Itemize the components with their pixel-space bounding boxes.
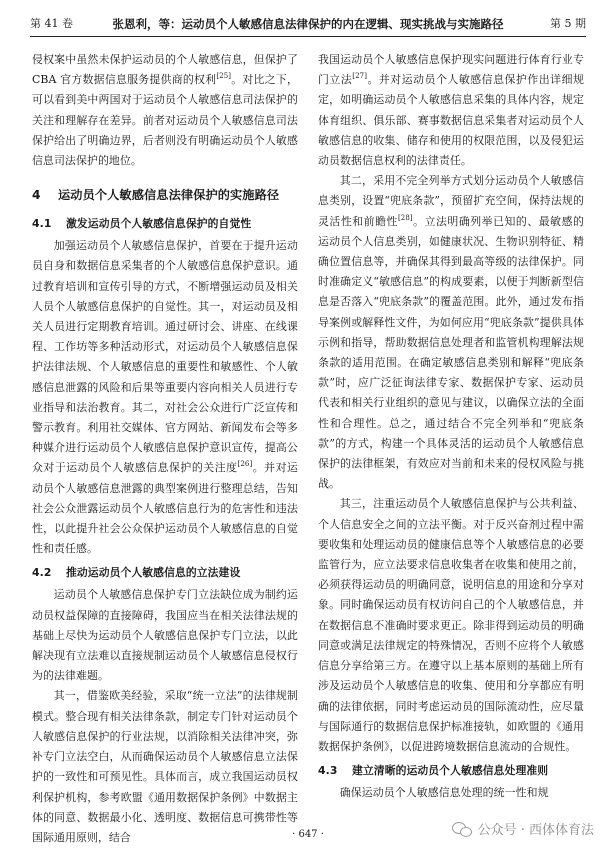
subsection-title: 推动运动员个人敏感信息的立法建设 [66,566,241,580]
subsection-number: 4.3 [318,764,338,778]
section-title: 运动员个人敏感信息法律保护的实施路径 [58,188,280,203]
subsection-heading [318,761,584,781]
text: 其二，采用不完全列举方式划分运动员个人敏感信息类别，设置“兜底条款”，预留扩充空间，保持法规的灵活性和前瞻性 [318,174,584,228]
subsection-title: 建立清晰的运动员个人敏感信息处理准则 [352,764,549,778]
paragraph [318,50,584,171]
text: 。对比之下，可以看到美中两国对于运动员个人敏感信息司法保护的关注和理解存在差异。前者对运动员个人敏感信息司法保护给出了明确边界，后者则没有明确运动员个人敏感信息司法保护的地位。 [32,73,298,168]
text: 侵权案中虽然未保护运动员的个人敏感信息，但保护了 CBA 官方数据信息服务提供商的权利 [32,53,298,87]
citation: [27] [352,72,368,81]
running-header [30,14,586,37]
paragraph: 确保运动员个人敏感信息处理的统一性和规 [339,786,549,800]
text: 加强运动员个人敏感信息保护，首要在于提升运动员自身和数据信息采集者的个人敏感信息保护意识。通过教育培训和宣传引导的方式，不断增强运动员及相关人员个人敏感信息保护的自觉性。其一，对运动员及相关人员进行定期教育培训。通过研讨会、讲座、在线课程、工作坊等多种活动形式，对运动员个人敏感信息保护法律法规、个人敏感信息的重要性和敏感性、个人敏感信息泄露的风险和后果等重要内容向相关人员进行专业指导和法治教育。其二，对社会公众进行广泛宣传和警示教育。利用社交媒体、官方网站、新闻发布会等多种媒介进行运动员个人敏感信息保护意识宣传，提高公众对于运动员个人敏感信息保护的关注度 [32,239,298,475]
subsection-title: 激发运动员个人敏感信息保护的自觉性 [66,217,252,231]
watermark [448,817,598,840]
text: 。立法明确列举已知的、最敏感的运动员个人信息类别，如健康状况、生物识别特征、精确位置信息等，并确保其得到最高等级的法律保护。同时准确定义“敏感信息”的构成要素，以便于判断新型信息是否落入“兜底条款”的覆盖范围。此外，通过发布指导案例或解释性文件，为如何应用“兜底条款”提供具体示例和指导，帮助数据信息处理者和监管机构理解法规条款的适用范围。在确定敏感信息类别和解释“兜底条款”时，应广泛征询法律专家、数据保护专家、运动员代表和相关行业组织的意见与建议，以确保立法的全面性和合理性。总之，通过结合不完全列举和“兜底条款”的方式，构建一个具体灵活的运动员个人敏感信息保护的法律框架，有效应对当前和未来的侵权风险与挑战。 [318,214,584,491]
subsection-number: 4.2 [32,566,52,580]
paragraph: 运动员个人敏感信息保护专门立法缺位成为制约运动员权益保障的直接障碍，我国应当在相关法律法规的基础上尽快为运动员个人敏感信息保护专门立法，以此解决现有立法难以直接规制运动员个人敏感信息侵权行为的法律难题。 [32,588,298,683]
paragraph: 其三，注重运动员个人敏感信息保护与公共利益、个人信息安全之间的立法平衡。对于反兴奋剂过程中需要收集和处理运动员的健康信息等个人敏感信息的必要监管行为，应立法要求信息收集者在收集和使用之前，必须获得运动员的明确同意，说明信息的用途和分享对象。同时确保运动员有权访问自己的个人敏感信息，并在数据信息不准确时要求更正。除非得到运动员的明确同意或满足法律规定的特殊情况，否则不应将个人敏感信息分享给第三方。在遵守以上基本原则的基础上所有涉及运动员个人敏感信息的收集、使用和分享都应有明确的法律依据，同时考虑运动员的国际流动性，应尽量与国际通行的数据信息保护标准接轨，如欧盟的《通用数据保护条例》，以促进跨境数据信息流动的合规性。 [318,497,584,753]
section-heading [32,185,298,206]
text: 。并对运动员个人敏感信息泄露的典型案例进行整理总结，告知社会公众泄露运动员个人敏感信息行为的危害性和违法性，以此提升社会公众保护运动员个人敏感信息的自觉性和责任感。 [32,461,298,556]
volume-label: 第 41 卷 [30,17,73,30]
paragraph [318,171,584,494]
running-title: 张恩利，等：运动员个人敏感信息法律保护的内在逻辑、现实挑战与实施路径 [112,17,504,31]
subsection-number: 4.1 [32,217,52,231]
citation: [26] [237,460,253,469]
subsection-heading [32,563,298,583]
citation: [28] [397,213,413,222]
paragraph [32,236,298,559]
subsection-heading [32,214,298,234]
section-number: 4 [32,188,41,203]
page-number: · 647 · [292,829,324,840]
left-column [32,50,298,848]
citation: [25] [216,72,232,81]
issue-label: 第 5 期 [550,17,586,30]
right-column [318,50,584,803]
paragraph [32,50,298,171]
text: 我国运动员个人敏感信息保护现实问题进行体育行业专门立法 [318,53,584,87]
wechat-icon [452,821,472,837]
text: 。并对运动员个人敏感信息保护作出详细规定，如明确运动员个人敏感信息采集的具体内容，规定体育组织、俱乐部、赛事数据信息采集者对运动员个人敏感信息的收集、储存和使用的权限范围，以及侵犯运动员数据信息权利的法律责任。 [318,73,584,168]
paragraph: 其一，借鉴欧美经验，采取“统一立法”的法律规制模式。整合现有相关法律条款，制定专门针对运动员个人敏感信息保护的行业法规，以消除相关法律冲突，弥补专门立法空白，从而确保运动员个人敏感信息立法保护的一致性和可预见性。具体而言，成立我国运动员权利保护机构，参考欧盟《通用数据保护条例》中数据主体的同意、数据最小化、透明度、数据信息可携带性等国际通用原则，结合 [32,689,298,844]
watermark-text: 公众号 · 西体体育法 [477,823,594,838]
